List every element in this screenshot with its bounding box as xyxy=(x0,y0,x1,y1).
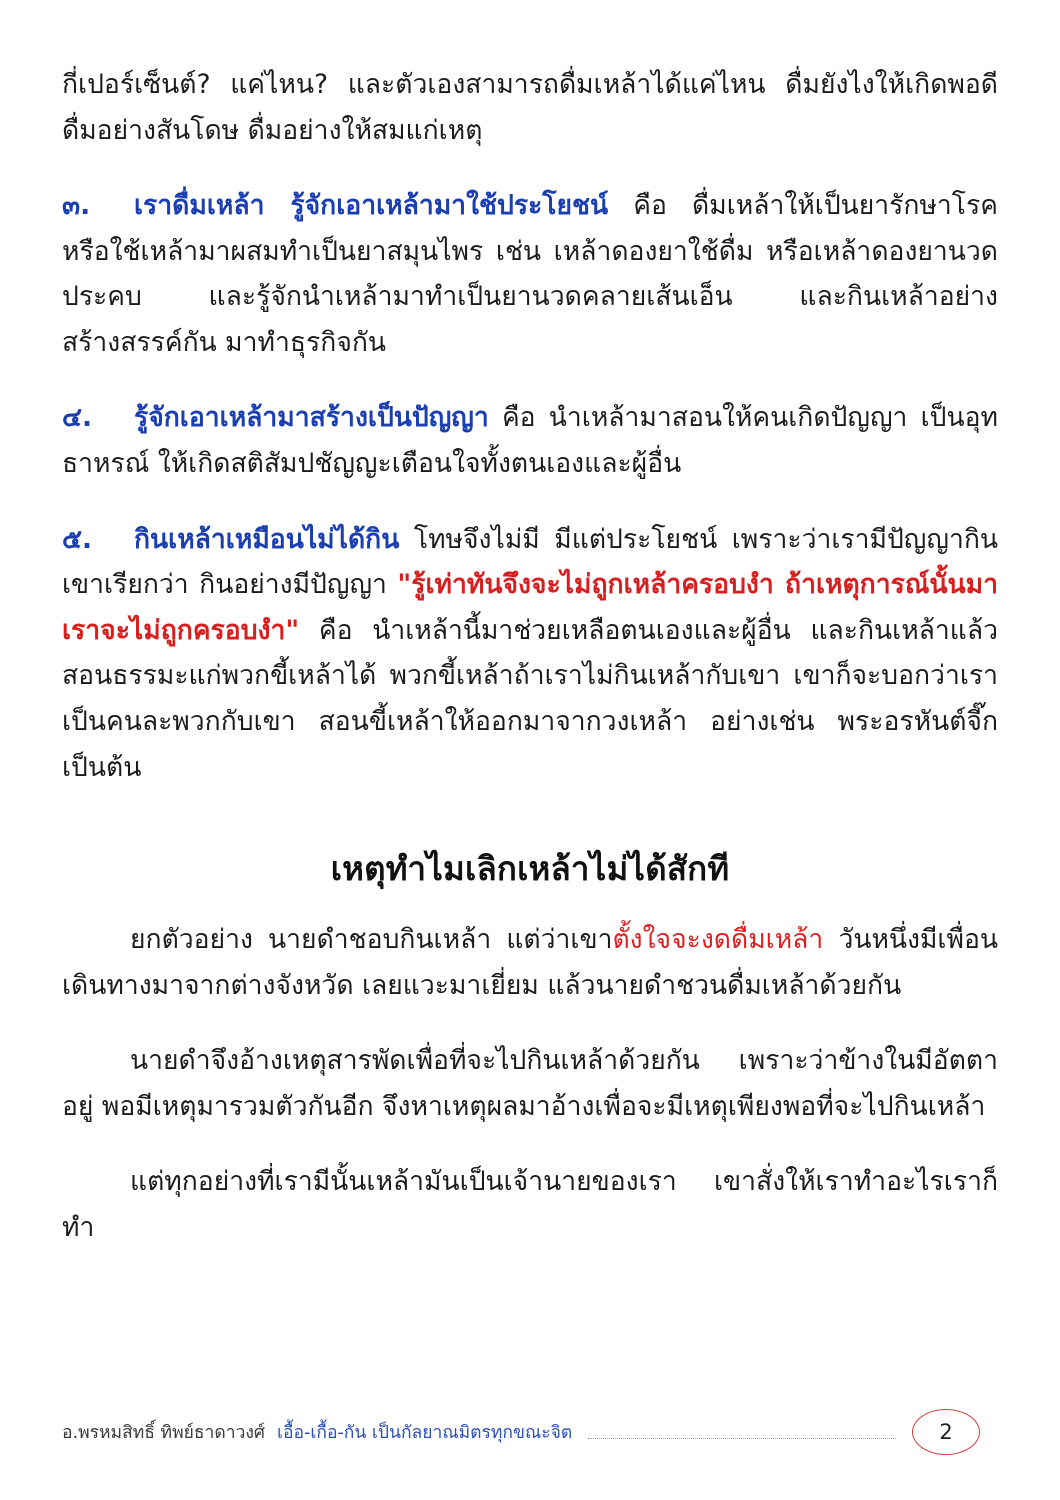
section-title: เหตุทำไมเลิกเหล้าไม่ได้สักที xyxy=(330,849,730,889)
paragraph-1-highlight: ตั้งใจจะงดดื่มเหล้า xyxy=(612,924,824,956)
item-body-4: คือ นำเหล้ามาสอนให้คนเกิดปัญญา เป็นอุทธาหรณ์ ให้เกิดสติสัมปชัญญะเตือนใจทั้งตนเองและผู้อื่น xyxy=(62,402,998,480)
item-body-5-after: คือ นำเหล้านี้มาช่วยเหลือตนเองและผู้อื่น และกินเหล้าแล้วสอนธรรมะแก่พวกขี้เหล้าได้ พวกขี้เหล้าถ้าเราไม่กินเหล้ากับเขา เขาก็จะบอกว่าเราเป็นคนละพวกกับเขา สอนขี้เหล้าให้ออกมาจากวงเหล้า อย่างเช่น พระอรหันต์จี๊ก เป็นต้น xyxy=(62,614,998,783)
item-heading-4: รู้จักเอาเหล้ามาสร้างเป็นปัญญา xyxy=(134,402,489,434)
top-paragraph: กี่เปอร์เซ็นต์? แค่ไหน? และตัวเองสามารถดื่มเหล้าได้แค่ไหน ดื่มยังไงให้เกิดพอดี ดื่มอย่างสันโดษ ดื่มอย่างให้สมแก่เหตุ xyxy=(62,69,998,146)
section-paragraph-3 xyxy=(62,1159,998,1250)
item-number-3: ๓. xyxy=(62,190,91,222)
paragraph-2-text: นายดำจึงอ้างเหตุสารพัดเพื่อที่จะไปกินเหล้าด้วยกัน เพราะว่าข้างในมีอัตตาอยู่ พอมีเหตุมารวมตัวกันอีก จึงหาเหตุผลมาอ้างเพื่อจะมีเหตุเพียงพอที่จะไปกินเหล้า xyxy=(62,1045,998,1122)
page-number: 2 xyxy=(912,1409,980,1455)
footer-divider xyxy=(588,1437,896,1439)
item-heading-5: กินเหล้าเหมือนไม่ได้กิน xyxy=(134,523,400,555)
list-item xyxy=(62,183,998,365)
paragraph-1-after: วันหนึ่งมีเพื่อนเดินทางมาจากต่างจังหวัด เลยแวะมาเยี่ยม แล้วนายดำชวนดื่มเหล้าด้วยกัน xyxy=(62,924,998,1001)
page-footer xyxy=(0,1402,1060,1462)
item-heading-3: เราดื่มเหล้า รู้จักเอาเหล้ามาใช้ประโยชน์ xyxy=(134,190,609,222)
item-body-5-before: โทษจึงไม่มี มีแต่ประโยชน์ เพราะว่าเรามีปัญญากิน เขาเรียกว่า กินอย่างมีปัญญา xyxy=(62,523,998,601)
item-number-4: ๔. xyxy=(62,402,93,434)
item-number-5: ๕. xyxy=(62,523,93,555)
footer-motto: เอื้อ-เกื้อ-กัน เป็นกัลยาณมิตรทุกขณะจิต xyxy=(277,1423,573,1443)
paragraph-3-text: แต่ทุกอย่างที่เรามีนั้นเหล้ามันเป็นเจ้านายของเรา เขาสั่งให้เราทำอะไรเราก็ทำ xyxy=(62,1166,998,1243)
list-item xyxy=(62,395,998,486)
section-paragraph-1 xyxy=(62,917,998,1008)
item-body-3: คือ ดื่มเหล้าให้เป็นยารักษาโรค หรือใช้เหล้ามาผสมทำเป็นยาสมุนไพร เช่น เหล้าดองยาใช้ดื่ม หรือเหล้าดองยานวดประคบ และรู้จักนำเหล้ามาทำเป็นยานวดคลายเส้นเอ็น และกินเหล้าอย่างสร้างสรรค์กัน มาทำธุรกิจกัน xyxy=(62,190,998,358)
list-item xyxy=(62,517,998,790)
paragraph-1-before: ยกตัวอย่าง นายดำชอบกินเหล้า แต่ว่าเขา xyxy=(130,924,613,956)
footer-author: อ.พรหมสิทธิ์ ทิพย์ธาดาวงศ์ xyxy=(62,1423,266,1443)
item-quote-5: "รู้เท่าทันจึงจะไม่ถูกเหล้าครอบงำ ถ้าเหตุการณ์นั้นมา เราจะไม่ถูกครอบงำ" xyxy=(62,569,999,646)
section-paragraph-2 xyxy=(62,1038,998,1129)
